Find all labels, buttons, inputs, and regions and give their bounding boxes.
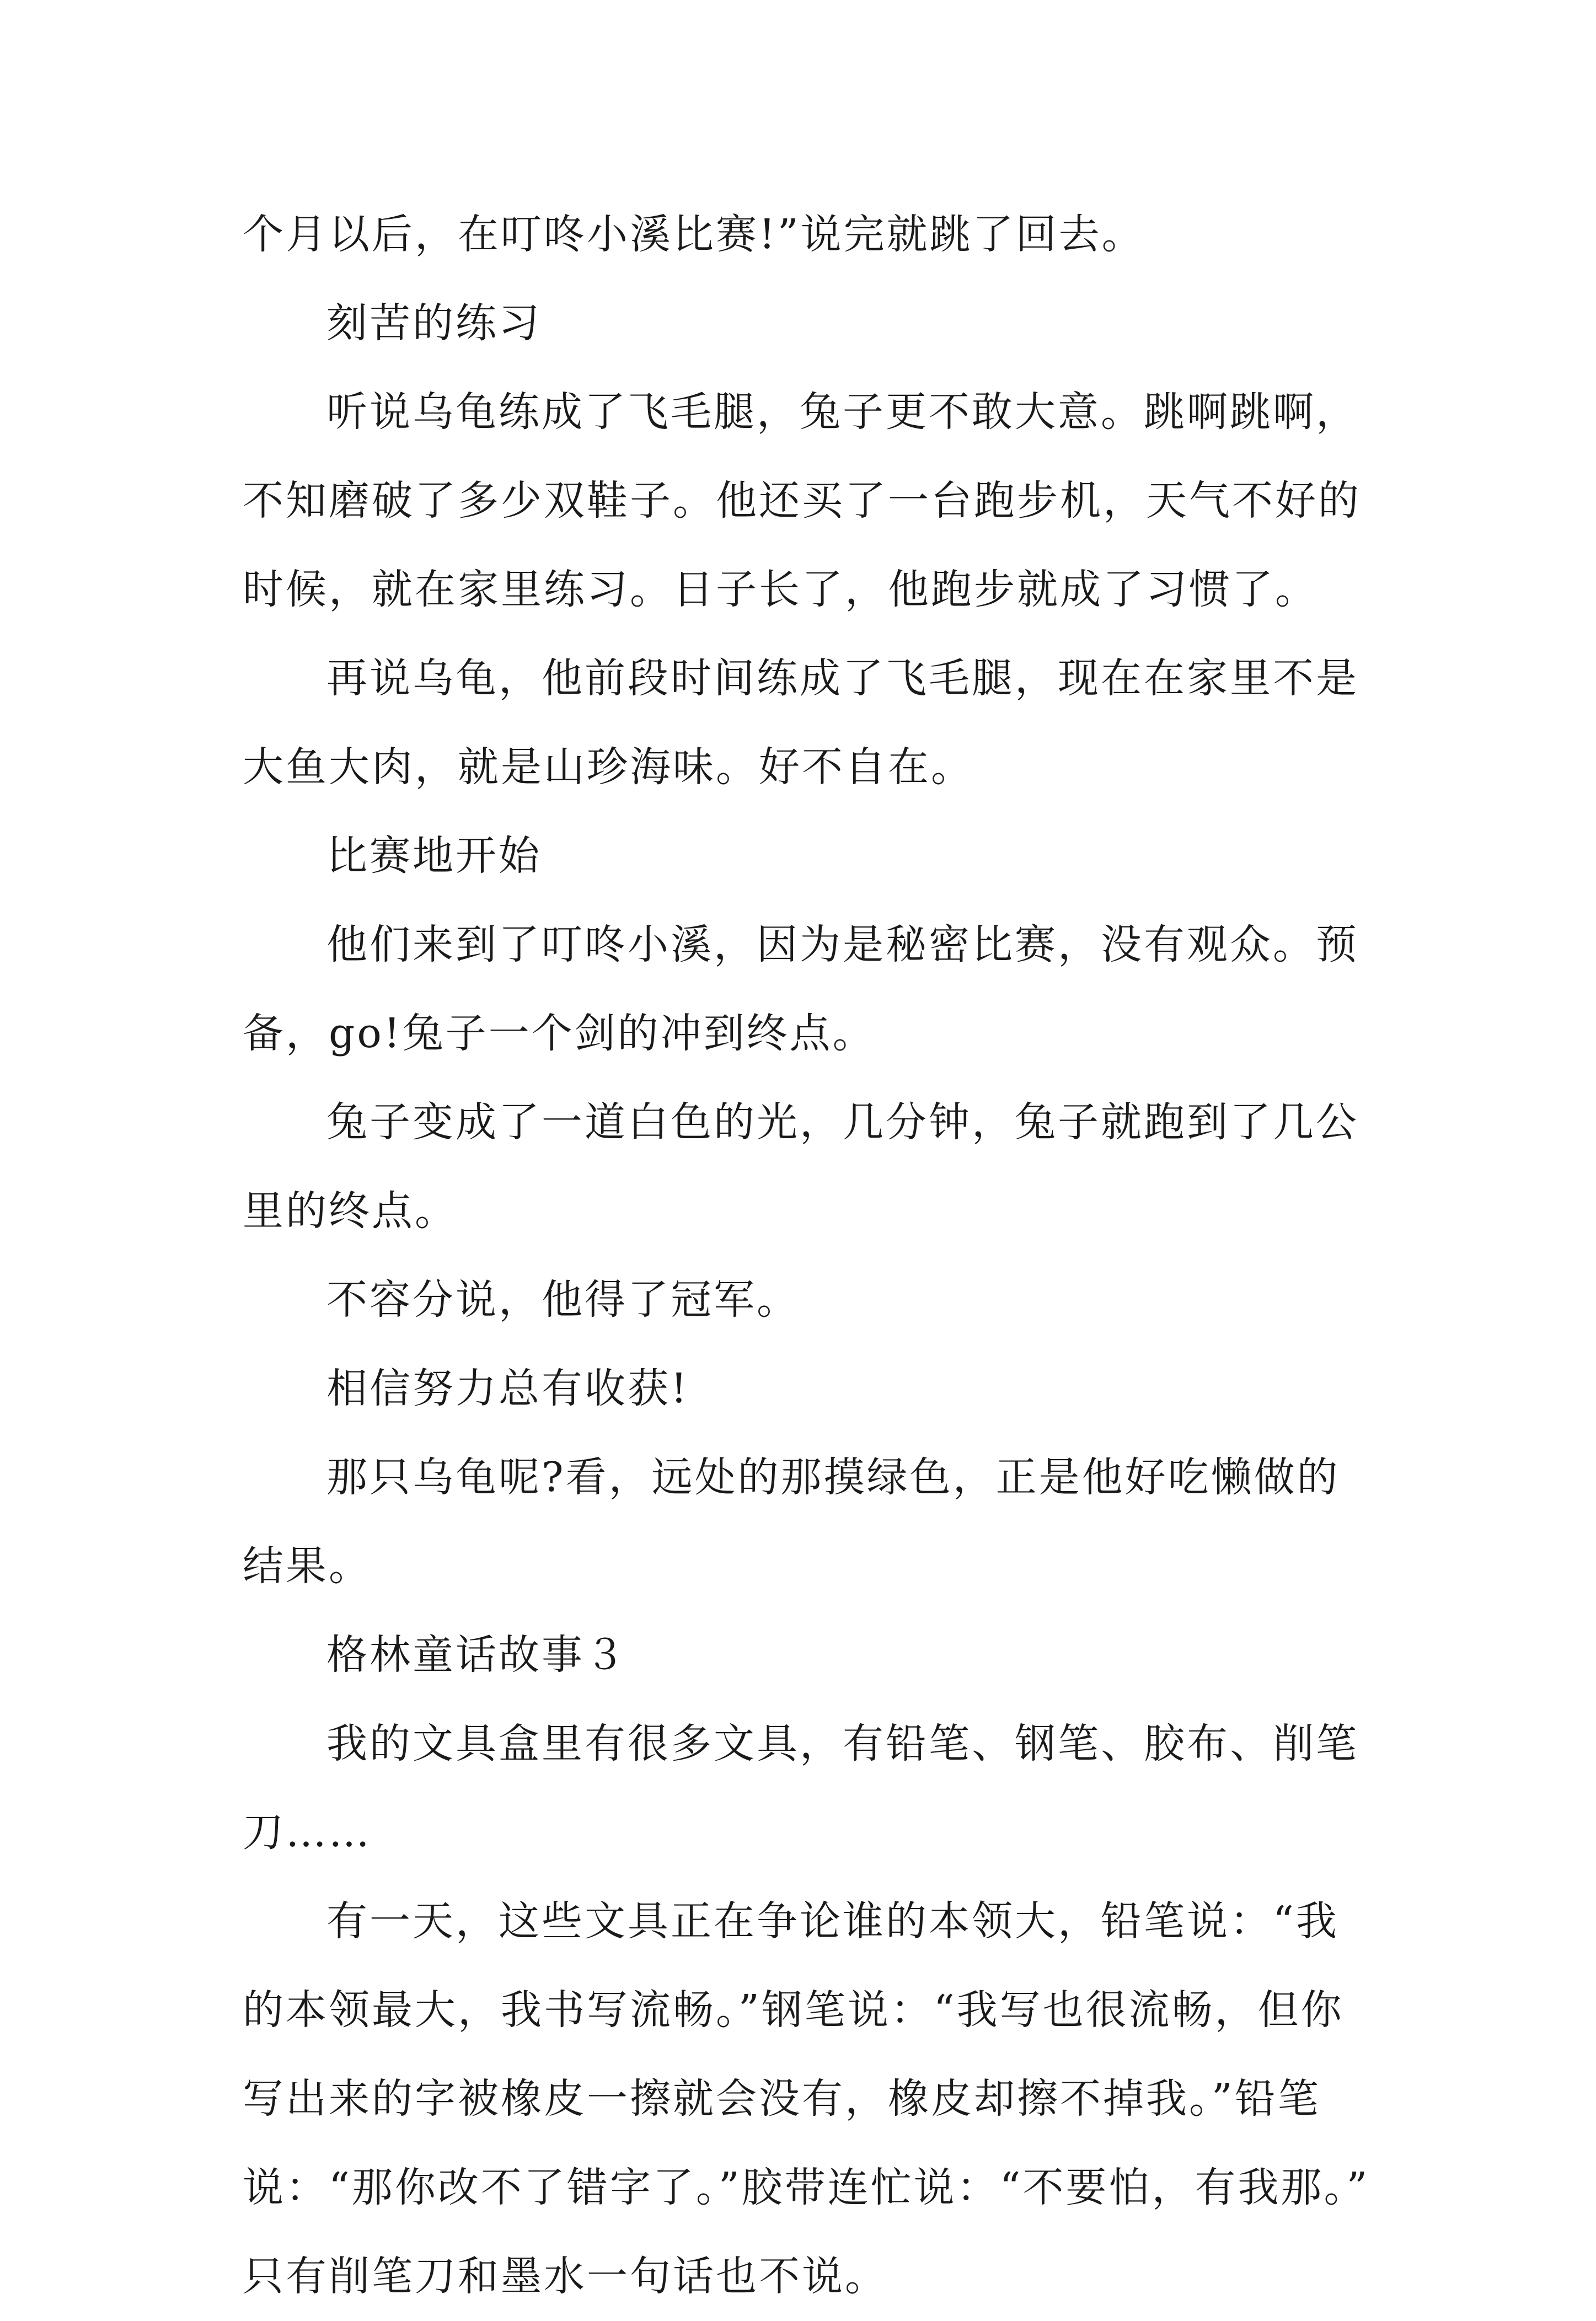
- text-line: 说：“那你改不了错字了。”胶带连忙说：“不要怕，有我那。”: [243, 2164, 1370, 2211]
- text-line: 他们来到了叮咚小溪，因为是秘密比赛，没有观众。预: [326, 921, 1359, 968]
- text-line: 刀……: [243, 1809, 372, 1856]
- text-line: 里的终点。: [243, 1187, 458, 1235]
- text-line: 那只乌龟呢?看，远处的那摸绿色，正是他好吃懒做的: [326, 1454, 1340, 1501]
- text-line: 结果。: [243, 1542, 372, 1590]
- text-line: 兔子变成了一道白色的光，几分钟，兔子就跑到了几公: [326, 1098, 1359, 1146]
- story-title: 格林童话故事３: [326, 1631, 628, 1679]
- text-line: 只有削笔刀和墨水一句话也不说。: [243, 2253, 888, 2300]
- text-line: 的本领最大，我书写流畅。”钢笔说：“我写也很流畅，但你: [243, 1986, 1344, 2034]
- section-heading: 比赛地开始: [326, 832, 542, 880]
- section-heading: 刻苦的练习: [326, 299, 542, 347]
- text-line: 备，go!兔子一个剑的冲到终点。: [243, 1010, 876, 1057]
- text-line: 个月以后，在叮咚小溪比赛!”说完就跳了回去。: [243, 211, 1145, 258]
- document-body: [243, 190, 1401, 2321]
- text-line: 我的文具盒里有很多文具，有铅笔、钢笔、胶布、削笔: [326, 1720, 1359, 1767]
- text-line: 时候，就在家里练习。日子长了，他跑步就成了习惯了。: [243, 566, 1318, 613]
- text-line: 大鱼大肉，就是山珍海味。好不自在。: [243, 743, 974, 791]
- text-line: 不容分说，他得了冠军。: [326, 1276, 800, 1323]
- text-line: 再说乌龟，他前段时间练成了飞毛腿，现在在家里不是: [326, 655, 1359, 702]
- text-line: 有一天，这些文具正在争论谁的本领大，铅笔说：“我: [326, 1897, 1339, 1945]
- text-line: 不知磨破了多少双鞋子。他还买了一台跑步机，天气不好的: [243, 477, 1361, 524]
- text-line: 相信努力总有收获!: [326, 1365, 689, 1412]
- text-line: 写出来的字被橡皮一擦就会没有，橡皮却擦不掉我。”铅笔: [243, 2075, 1321, 2122]
- text-line: 听说乌龟练成了飞毛腿，兔子更不敢大意。跳啊跳啊，: [326, 388, 1359, 436]
